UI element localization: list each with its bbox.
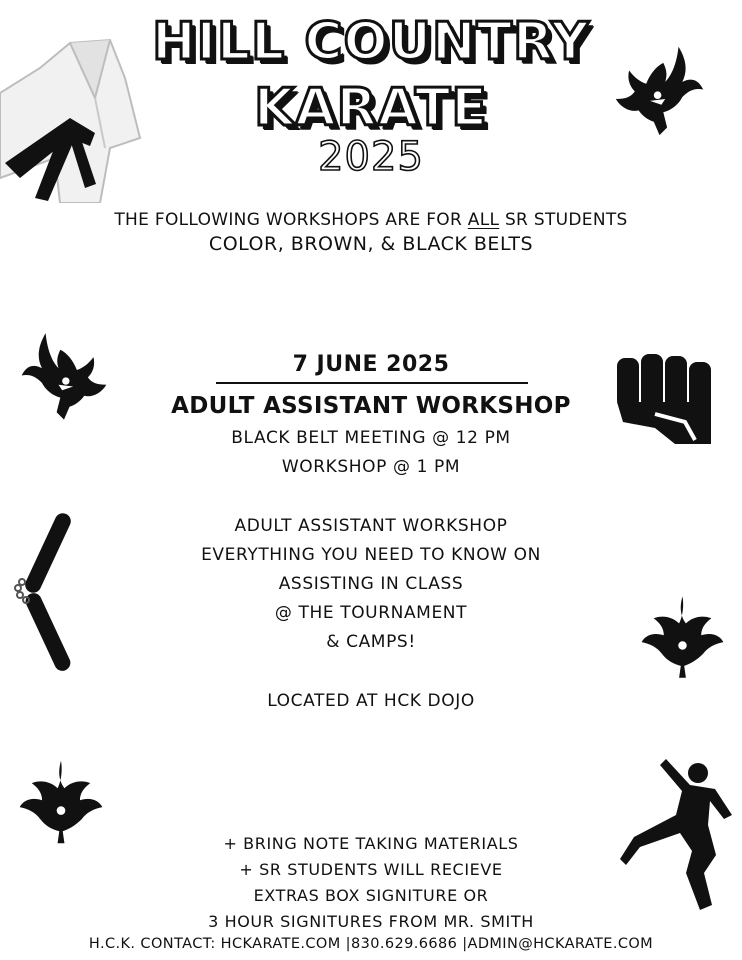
description-line: & CAMPS! [326,632,416,652]
page-title-line-2: KARATE [254,78,488,138]
event-date: 7 JUNE 2025 [292,352,450,377]
note-line: EXTRAS BOX SIGNITURE OR [253,886,489,905]
description-line: ADULT ASSISTANT WORKSHOP [234,516,508,536]
event-name: ADULT ASSISTANT WORKSHOP [171,393,571,419]
audience-prefix: THE FOLLOWING WORKSHOPS ARE FOR [114,210,468,230]
description-line: ASSISTING IN CLASS [278,574,464,594]
description-line: EVERYTHING YOU NEED TO KNOW ON [201,545,541,565]
audience-belts: COLOR, BROWN, & BLACK BELTS [208,233,534,255]
audience-suffix: SR STUDENTS [499,210,628,230]
audience-emphasis: ALL [467,210,500,230]
schedule-line: WORKSHOP @ 1 PM [281,457,461,477]
note-line: + BRING NOTE TAKING MATERIALS [223,834,519,853]
note-line: 3 HOUR SIGNITURES FROM MR. SMITH [208,912,534,931]
description-line: @ THE TOURNAMENT [274,603,468,623]
note-line: + SR STUDENTS WILL RECIEVE [239,860,503,879]
audience-line [0,210,742,230]
page-title-year: 2025 [318,134,424,180]
schedule-line: BLACK BELT MEETING @ 12 PM [231,428,511,448]
contact-footer: H.C.K. CONTACT: HCKARATE.COM |830.629.6686 |ADMIN@HCKARATE.COM [88,936,654,952]
page-title-line-1: HILL COUNTRY [152,12,590,72]
event-location: LOCATED AT HCK DOJO [267,691,475,711]
date-underline-divider [216,382,528,384]
